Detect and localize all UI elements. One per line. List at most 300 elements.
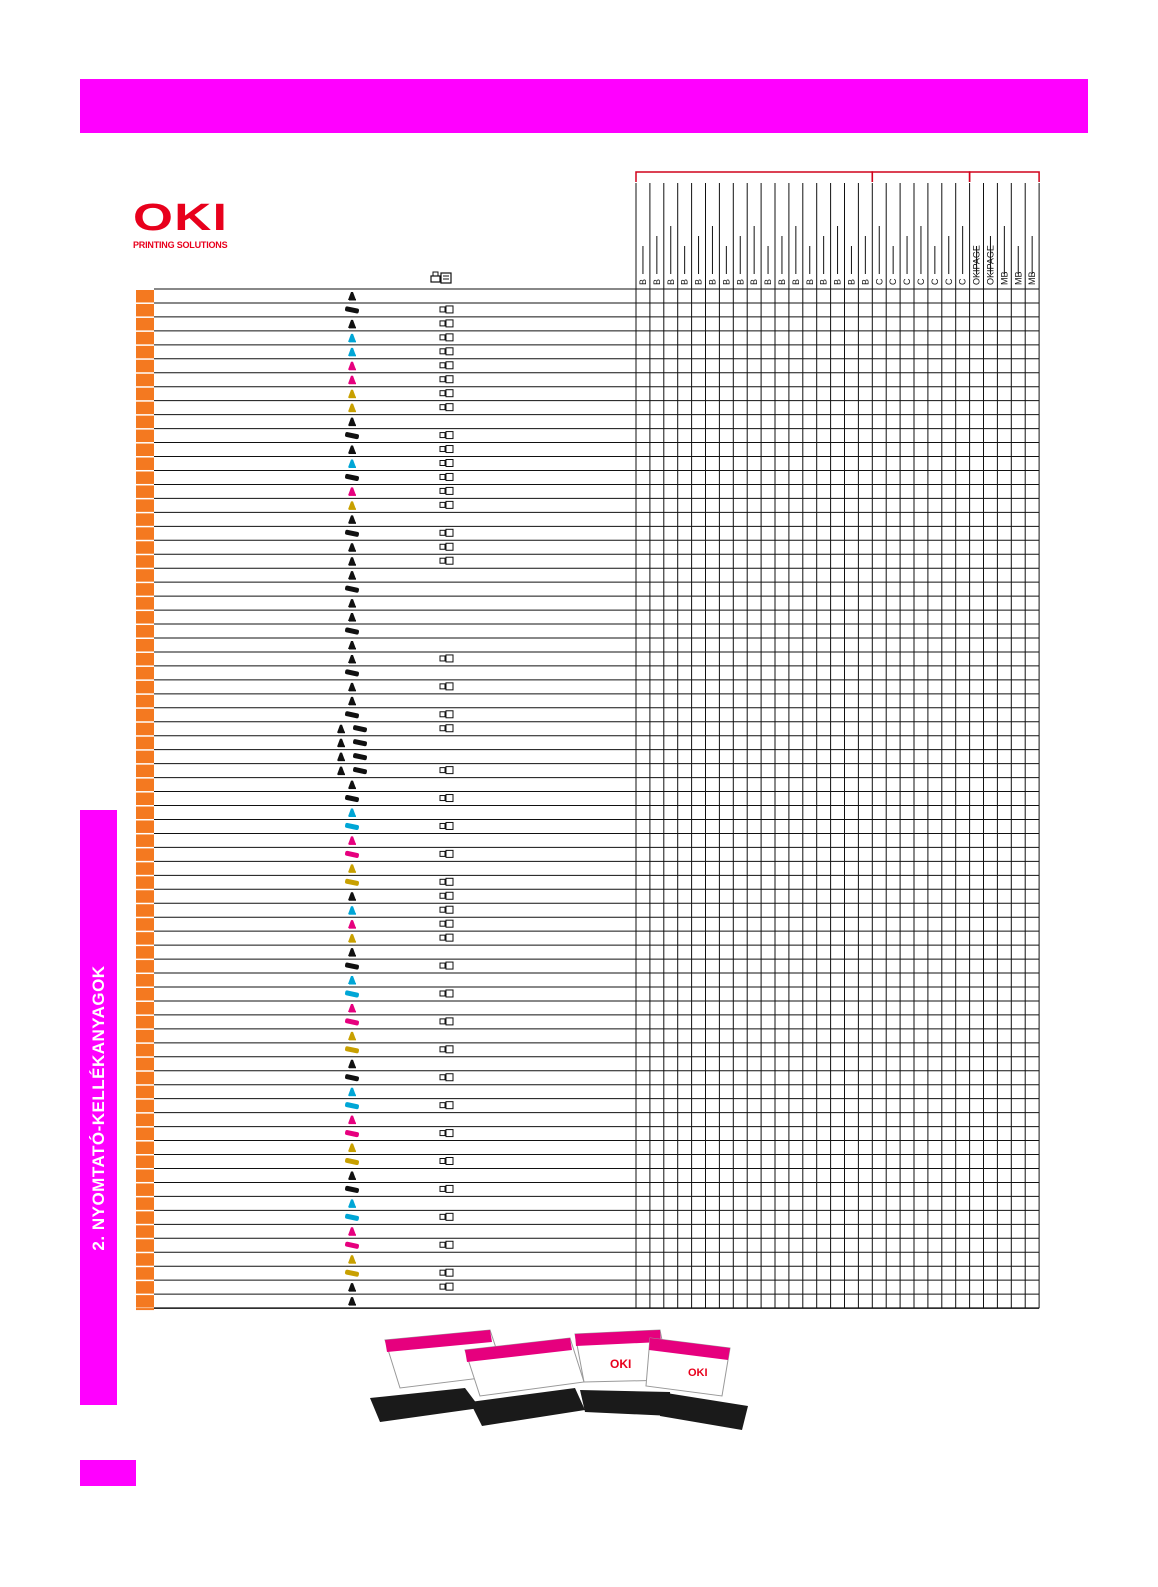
toner-icon xyxy=(337,753,345,761)
printer-column-label: C xyxy=(915,278,926,285)
printer-column-label: B xyxy=(860,278,871,285)
toner-icon xyxy=(348,864,356,872)
pickup-icon-box xyxy=(446,892,453,899)
toner-icon xyxy=(348,1171,356,1179)
row-marker xyxy=(136,834,154,846)
row-marker xyxy=(136,499,154,511)
drum-icon xyxy=(345,1158,360,1166)
printer-column-label: B xyxy=(665,278,676,285)
pickup-icon-box xyxy=(446,334,453,341)
pickup-icon-box xyxy=(446,822,453,829)
printer-column-label: B xyxy=(707,278,718,285)
toner-icon-base xyxy=(349,564,356,566)
toner-icon-base xyxy=(349,453,356,455)
logo-subtitle: PRINTING SOLUTIONS xyxy=(133,240,228,250)
toner-icon xyxy=(348,390,356,398)
toner-icon xyxy=(348,1297,356,1305)
row-marker xyxy=(136,862,154,874)
row-marker xyxy=(136,1016,154,1028)
drum-icon xyxy=(353,739,368,747)
pickup-icon-box xyxy=(446,725,453,732)
pickup-icon xyxy=(440,461,445,466)
row-marker xyxy=(136,471,154,483)
toner-icon-base xyxy=(349,788,356,790)
pickup-icon-box xyxy=(446,934,453,941)
pickup-icon-box xyxy=(446,878,453,885)
pickup-icon-box xyxy=(446,348,453,355)
toner-icon xyxy=(348,906,356,914)
pickup-icon-box xyxy=(446,362,453,369)
row-marker xyxy=(136,932,154,944)
toner-icon-base xyxy=(349,425,356,427)
row-marker xyxy=(136,1086,154,1098)
pickup-icon-box xyxy=(446,655,453,662)
toner-icon xyxy=(348,487,356,495)
row-marker xyxy=(136,1225,154,1237)
pickup-icon xyxy=(440,391,445,396)
row-marker xyxy=(136,332,154,344)
pickup-icon-box xyxy=(446,1018,453,1025)
drum-icon xyxy=(345,1074,360,1082)
drum-icon xyxy=(345,795,360,803)
pickup-icon xyxy=(440,963,445,968)
row-marker xyxy=(136,918,154,930)
pickup-icon xyxy=(440,488,445,493)
pickup-icon-box xyxy=(446,487,453,494)
section-side-tab xyxy=(80,810,117,1405)
toner-icon-base xyxy=(349,941,356,943)
row-marker xyxy=(136,304,154,316)
pickup-icon xyxy=(440,726,445,731)
pickup-icon-box xyxy=(446,920,453,927)
drum-icon xyxy=(345,1046,360,1054)
drum-icon xyxy=(345,1186,360,1194)
row-marker xyxy=(136,374,154,386)
toner-icon xyxy=(348,334,356,342)
pickup-icon xyxy=(440,1242,445,1247)
pickup-icon-box xyxy=(446,390,453,397)
row-marker xyxy=(136,290,154,302)
toner-icon xyxy=(348,892,356,900)
toner-icon xyxy=(348,948,356,956)
toner-icon-base xyxy=(349,522,356,524)
pickup-icon xyxy=(440,335,445,340)
toner-icon xyxy=(348,920,356,928)
row-marker xyxy=(136,1044,154,1056)
toner-icon xyxy=(337,725,345,733)
photo-box-text: OKI xyxy=(610,1357,632,1371)
toner-icon xyxy=(348,1116,356,1124)
row-marker xyxy=(136,1239,154,1251)
toner-icon xyxy=(348,571,356,579)
pickup-icon-box xyxy=(446,404,453,411)
row-marker xyxy=(136,541,154,553)
printer-column-label: MB xyxy=(999,271,1010,285)
pickup-icon-box xyxy=(446,557,453,564)
row-marker xyxy=(136,904,154,916)
row-marker xyxy=(136,737,154,749)
pickup-icon-box xyxy=(446,767,453,774)
pickup-icon-box xyxy=(446,1130,453,1137)
toner-icon xyxy=(348,934,356,942)
toner-icon xyxy=(348,599,356,607)
printer-column-label: B xyxy=(637,278,648,285)
drum-icon xyxy=(345,962,360,970)
toner-icon xyxy=(348,1144,356,1152)
toner-icon xyxy=(348,683,356,691)
toner-icon xyxy=(348,557,356,565)
row-marker xyxy=(136,820,154,832)
pickup-icon-box xyxy=(446,1185,453,1192)
printer-column-label: B xyxy=(693,278,704,285)
pickup-icon xyxy=(440,474,445,479)
toner-icon-base xyxy=(349,397,356,399)
row-marker xyxy=(136,527,154,539)
printer-column-label: C xyxy=(874,278,885,285)
toner-icon xyxy=(348,1060,356,1068)
drum-icon xyxy=(353,767,368,775)
pickup-icon xyxy=(440,321,445,326)
drum-icon xyxy=(345,711,360,719)
pickup-icon xyxy=(440,377,445,382)
row-marker xyxy=(136,1197,154,1209)
row-marker xyxy=(136,611,154,623)
pickup-icon xyxy=(440,907,445,912)
pickup-icon xyxy=(440,893,445,898)
pickup-icon xyxy=(440,1047,445,1052)
photo-box-text-2: OKI xyxy=(688,1367,708,1379)
printer-column-label: C xyxy=(943,278,954,285)
pickup-icon xyxy=(440,1075,445,1080)
row-marker xyxy=(136,569,154,581)
pickup-icon xyxy=(440,823,445,828)
printer-column-label: OKIPAGE xyxy=(971,245,982,285)
toner-icon-base xyxy=(338,774,345,776)
toner-icon-base xyxy=(349,690,356,692)
row-marker xyxy=(136,988,154,1000)
drum-icon xyxy=(345,432,360,440)
pickup-icon xyxy=(440,1103,445,1108)
toner-icon-base xyxy=(349,1095,356,1097)
row-marker xyxy=(136,709,154,721)
drum-icon xyxy=(345,306,360,314)
toner-icon xyxy=(348,641,356,649)
row-marker xyxy=(136,360,154,372)
pickup-icon-box xyxy=(446,1283,453,1290)
row-marker-end xyxy=(136,1308,154,1310)
toner-icon xyxy=(348,515,356,523)
toner-icon xyxy=(348,460,356,468)
toner-icon xyxy=(348,1004,356,1012)
printer-column-label: B xyxy=(651,278,662,285)
printer-column-label: C xyxy=(929,278,940,285)
image-drum-units-photo xyxy=(360,1322,780,1452)
pickup-icon xyxy=(440,433,445,438)
pickup-icon xyxy=(440,1284,445,1289)
column-group-bracket xyxy=(970,172,1040,182)
pickup-icon-box xyxy=(446,1269,453,1276)
toner-icon xyxy=(348,697,356,705)
pickup-icon xyxy=(440,1214,445,1219)
pickup-icon-box xyxy=(446,1158,453,1165)
drum-icon xyxy=(345,850,360,858)
drum-icon xyxy=(345,990,360,998)
toner-icon xyxy=(348,376,356,384)
row-marker xyxy=(136,890,154,902)
toner-icon-base xyxy=(349,578,356,580)
row-marker xyxy=(136,597,154,609)
pickup-icon-box xyxy=(446,962,453,969)
pickup-icon-box xyxy=(446,906,453,913)
pickup-icon xyxy=(440,530,445,535)
drum-icon xyxy=(345,669,360,677)
toner-icon-base xyxy=(349,927,356,929)
row-marker xyxy=(136,1281,154,1293)
toner-icon-base xyxy=(349,383,356,385)
drum-icon xyxy=(345,627,360,635)
pickup-icon-box xyxy=(446,376,453,383)
row-marker xyxy=(136,402,154,414)
toner-icon xyxy=(348,613,356,621)
pickup-icon-box xyxy=(446,1046,453,1053)
row-marker xyxy=(136,807,154,819)
pickup-icon xyxy=(440,796,445,801)
toner-icon-base xyxy=(349,1206,356,1208)
pickup-icon-box xyxy=(446,795,453,802)
toner-icon-base xyxy=(349,355,356,357)
row-marker xyxy=(136,1114,154,1126)
pickup-icon xyxy=(440,502,445,507)
toner-icon-base xyxy=(349,620,356,622)
toner-icon xyxy=(348,1227,356,1235)
row-marker xyxy=(136,1100,154,1112)
toner-icon xyxy=(348,1032,356,1040)
toner-icon xyxy=(348,836,356,844)
page-corner-mark xyxy=(80,1460,136,1486)
pickup-icon-box xyxy=(446,529,453,536)
printer-column-label: B xyxy=(804,278,815,285)
row-marker xyxy=(136,681,154,693)
toner-icon xyxy=(348,404,356,412)
toner-icon-base xyxy=(349,369,356,371)
pickup-icon xyxy=(440,1131,445,1136)
printer-column-label: B xyxy=(832,278,843,285)
row-marker xyxy=(136,1169,154,1181)
pickup-icon xyxy=(440,363,445,368)
toner-icon-base xyxy=(338,746,345,748)
toner-icon-base xyxy=(349,1151,356,1153)
pickup-icon xyxy=(440,349,445,354)
pickup-icon-box xyxy=(446,711,453,718)
drum-icon xyxy=(345,1130,360,1138)
toner-icon xyxy=(348,1283,356,1291)
toner-icon xyxy=(348,446,356,454)
toner-icon-base xyxy=(349,606,356,608)
row-marker xyxy=(136,960,154,972)
toner-icon-base xyxy=(349,467,356,469)
toner-icon-base xyxy=(349,983,356,985)
row-marker xyxy=(136,1183,154,1195)
toner-icon xyxy=(348,976,356,984)
row-marker xyxy=(136,695,154,707)
toner-icon-base xyxy=(349,1304,356,1306)
toner-icon xyxy=(348,543,356,551)
printer-column-label: B xyxy=(721,278,732,285)
pickup-icon-box xyxy=(446,473,453,480)
drum-icon xyxy=(345,878,360,886)
drum-icon xyxy=(345,585,360,593)
row-marker xyxy=(136,974,154,986)
printer-toner-icon xyxy=(430,271,452,285)
toner-icon-base xyxy=(338,732,345,734)
row-marker xyxy=(136,430,154,442)
printer-column-label: C xyxy=(888,278,899,285)
pickup-icon xyxy=(440,921,445,926)
pickup-icon xyxy=(440,1019,445,1024)
row-marker xyxy=(136,513,154,525)
pickup-icon-box xyxy=(446,501,453,508)
printer-column-label: MB xyxy=(1013,271,1024,285)
toner-icon-base xyxy=(349,816,356,818)
row-marker xyxy=(136,793,154,805)
row-marker xyxy=(136,1142,154,1154)
pickup-icon-box xyxy=(446,446,453,453)
pickup-icon xyxy=(440,851,445,856)
pickup-icon xyxy=(440,1270,445,1275)
row-marker xyxy=(136,625,154,637)
pickup-icon xyxy=(440,1159,445,1164)
row-marker xyxy=(136,1295,154,1307)
row-marker xyxy=(136,388,154,400)
toner-icon-base xyxy=(349,843,356,845)
pickup-icon xyxy=(440,712,445,717)
toner-icon-base xyxy=(349,1039,356,1041)
pickup-icon-box xyxy=(446,543,453,550)
printer-column-label: B xyxy=(735,278,746,285)
pickup-icon-box xyxy=(446,990,453,997)
row-marker xyxy=(136,751,154,763)
toner-icon-base xyxy=(349,411,356,413)
pickup-icon xyxy=(440,307,445,312)
pickup-icon xyxy=(440,684,445,689)
printer-column-label: B xyxy=(776,278,787,285)
row-marker xyxy=(136,318,154,330)
printer-column-label: B xyxy=(790,278,801,285)
toner-icon xyxy=(348,418,356,426)
pickup-icon xyxy=(440,1186,445,1191)
row-marker xyxy=(136,458,154,470)
row-marker xyxy=(136,1128,154,1140)
row-marker xyxy=(136,779,154,791)
toner-icon-base xyxy=(349,508,356,510)
toner-icon-base xyxy=(349,550,356,552)
row-marker xyxy=(136,555,154,567)
row-marker xyxy=(136,723,154,735)
drum-icon xyxy=(345,529,360,537)
printer-column-label: B xyxy=(679,278,690,285)
toner-icon xyxy=(348,655,356,663)
toner-icon-base xyxy=(349,648,356,650)
drum-icon xyxy=(345,1213,360,1221)
pickup-icon-box xyxy=(446,432,453,439)
toner-icon xyxy=(348,809,356,817)
printer-column-label: B xyxy=(763,278,774,285)
printer-column-label: C xyxy=(902,278,913,285)
toner-icon-base xyxy=(349,327,356,329)
toner-icon-base xyxy=(338,760,345,762)
printer-column-label: B xyxy=(749,278,760,285)
toner-icon xyxy=(348,320,356,328)
toner-icon xyxy=(348,781,356,789)
toner-icon-base xyxy=(349,1011,356,1013)
drum-icon xyxy=(353,725,368,733)
pickup-icon xyxy=(440,879,445,884)
row-marker xyxy=(136,1253,154,1265)
drum-icon xyxy=(345,1102,360,1110)
pickup-icon-box xyxy=(446,1074,453,1081)
pickup-icon-box xyxy=(446,1241,453,1248)
row-marker xyxy=(136,876,154,888)
pickup-icon xyxy=(440,935,445,940)
row-marker xyxy=(136,653,154,665)
pickup-icon xyxy=(440,447,445,452)
toner-icon-base xyxy=(349,1262,356,1264)
pickup-icon xyxy=(440,991,445,996)
toner-icon xyxy=(348,1088,356,1096)
toner-icon-base xyxy=(349,871,356,873)
row-marker xyxy=(136,1211,154,1223)
row-marker xyxy=(136,667,154,679)
row-marker xyxy=(136,1267,154,1279)
toner-icon xyxy=(348,1199,356,1207)
drum-icon xyxy=(345,1269,360,1277)
drum-icon xyxy=(353,753,368,761)
toner-icon-base xyxy=(349,1178,356,1180)
pickup-icon xyxy=(440,656,445,661)
printer-column-label: B xyxy=(846,278,857,285)
toner-icon-base xyxy=(349,1290,356,1292)
toner-icon-base xyxy=(349,704,356,706)
toner-icon xyxy=(348,292,356,300)
pickup-icon xyxy=(440,405,445,410)
printer-column-label: MB xyxy=(1027,271,1038,285)
toner-icon xyxy=(337,767,345,775)
printer-column-label: OKIPAGE xyxy=(985,245,996,285)
section-title: 2. NYOMTATÓ-KELLÉKANYAGOK xyxy=(88,964,108,1251)
pickup-icon-box xyxy=(446,1102,453,1109)
row-marker xyxy=(136,416,154,428)
row-marker xyxy=(136,1072,154,1084)
toner-icon-base xyxy=(349,494,356,496)
toner-icon-base xyxy=(349,1067,356,1069)
row-marker xyxy=(136,946,154,958)
toner-icon xyxy=(337,739,345,747)
toner-icon-base xyxy=(349,341,356,343)
row-marker xyxy=(136,444,154,456)
drum-icon xyxy=(345,1018,360,1026)
row-marker xyxy=(136,848,154,860)
pickup-icon-box xyxy=(446,850,453,857)
toner-icon xyxy=(348,348,356,356)
row-marker xyxy=(136,639,154,651)
toner-icon-base xyxy=(349,1123,356,1125)
toner-icon-base xyxy=(349,1234,356,1236)
pickup-icon-box xyxy=(446,320,453,327)
pickup-icon-box xyxy=(446,460,453,467)
pickup-icon xyxy=(440,768,445,773)
toner-icon-base xyxy=(349,913,356,915)
toner-icon xyxy=(348,362,356,370)
